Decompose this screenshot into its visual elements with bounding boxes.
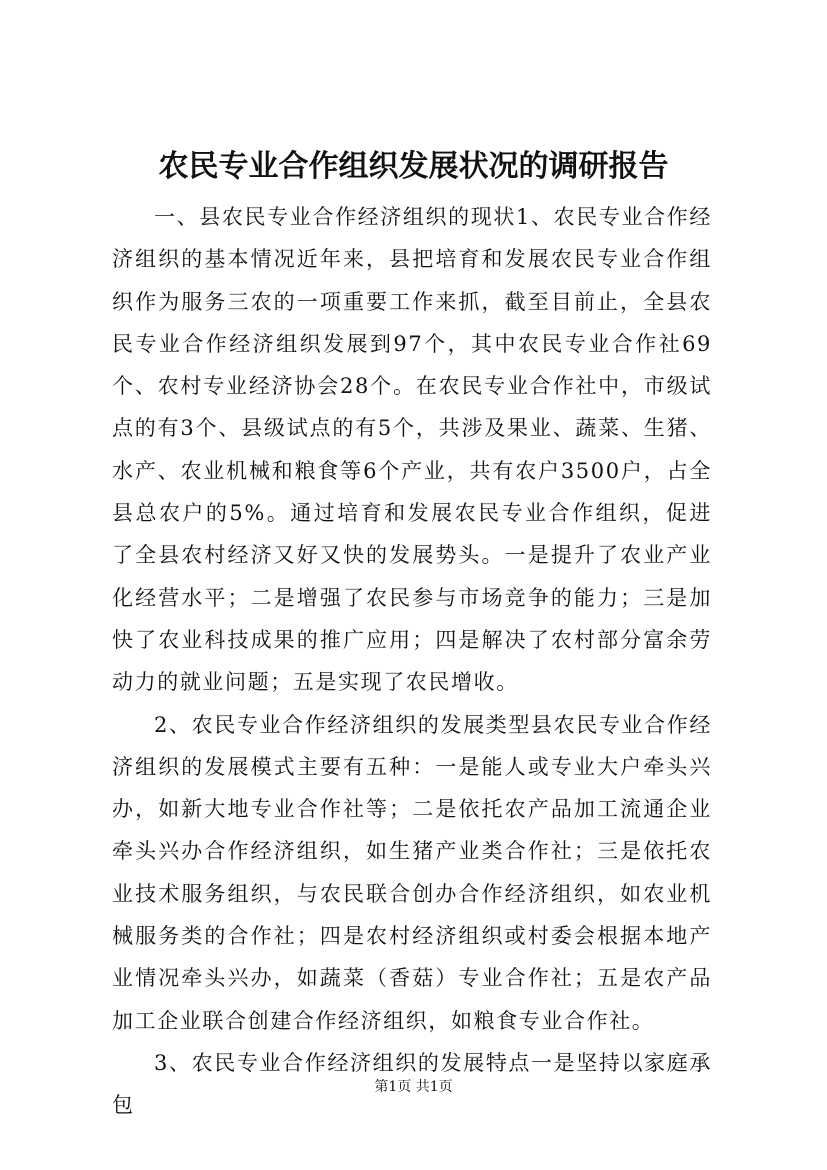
paragraph-1: 一、县农民专业合作经济组织的现状1、农民专业合作经济组织的基本情况近年来，县把培育和发展农民专业合作组织作为服务三农的一项重要工作来抓，截至目前止，全县农民专业合作经济组织发展到97个，其中农民专业合作社69个、农村专业经济协会28个。在农民专业合作社中，市级试点的有3个、县级试点的有5个，共涉及果业、蔬菜、生猪、水产、农业机械和粮食等6个产业，共有农户3500户，占全县总农户的5%。通过培育和发展农民专业合作组织，促进了全县农村经济又好又快的发展势头。一是提升了农业产业化经营水平；二是增强了农民参与市场竞争的能力；三是加快了农业科技成果的推广应用；四是解决了农村部分富余劳动力的就业问题；五是实现了农民增收。 (112, 205, 712, 695)
paragraph-3: 3、农民专业合作经济组织的发展特点一是坚持以家庭承包 (112, 1050, 712, 1118)
page-footer: 第1页 共1页 (374, 1079, 453, 1095)
document-body (112, 196, 712, 1127)
document-title: 农民专业合作组织发展状况的调研报告 (158, 149, 669, 184)
paragraph-2: 2、农民专业合作经济组织的发展类型县农民专业合作经济组织的发展模式主要有五种：一是能人或专业大户牵头兴办，如新大地专业合作社等；二是依托农产品加工流通企业牵头兴办合作经济组织，如生猪产业类合作社；三是依托农业技术服务组织，与农民联合创办合作经济组织，如农业机械服务类的合作社；四是农村经济组织或村委会根据本地产业情况牵头兴办，如蔬菜（香菇）专业合作社；五是农产品加工企业联合创建合作经济组织，如粮食专业合作社。 (112, 712, 712, 1033)
